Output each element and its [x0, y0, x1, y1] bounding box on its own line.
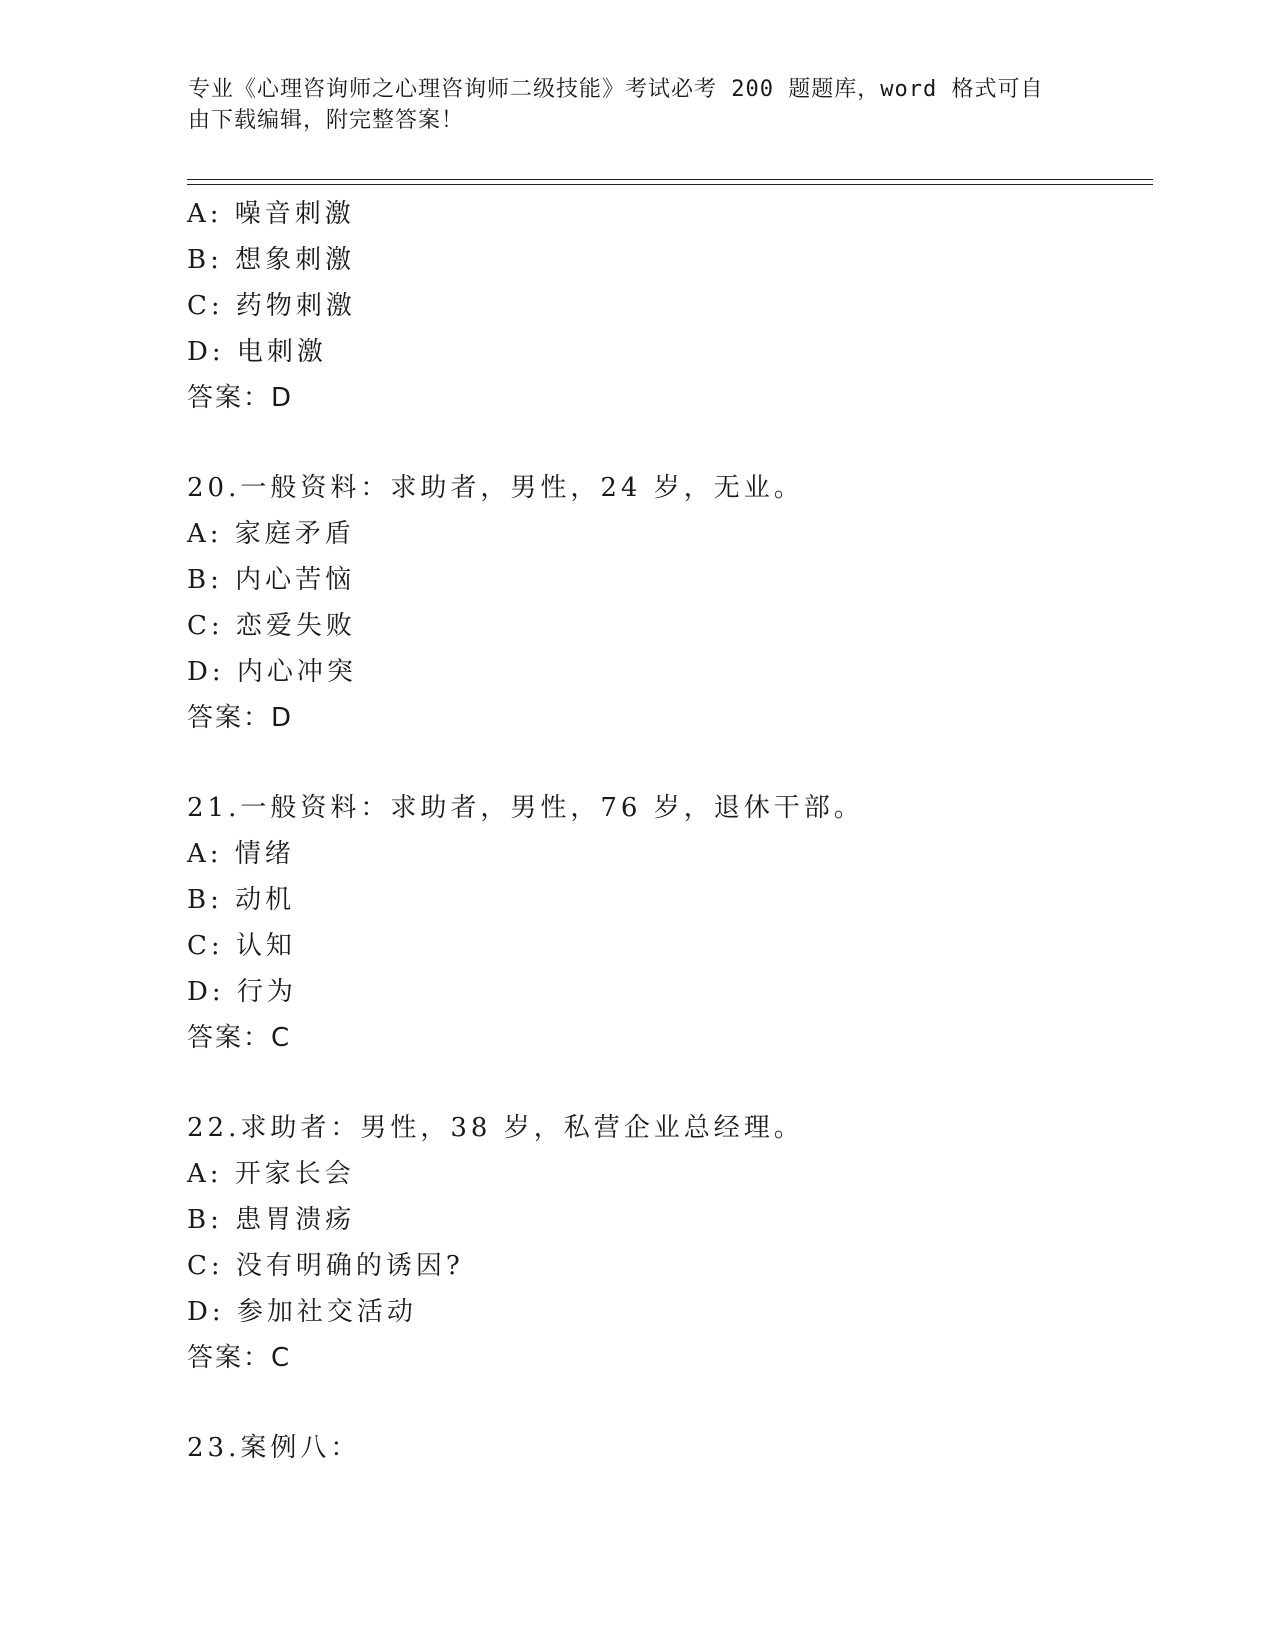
- answer-line: 答案：C: [187, 1343, 292, 1373]
- question-block: [187, 1105, 1147, 1381]
- question-block: [187, 191, 1147, 421]
- question-stem: 22.求助者：男性，38 岁，私营企业总经理。: [187, 1113, 804, 1143]
- question-stem: 23.案例八：: [187, 1433, 361, 1463]
- answer-line: 答案：D: [187, 383, 294, 413]
- question-list: [187, 191, 1147, 1471]
- header-divider-top: [187, 179, 1153, 180]
- option-b: B: 内心苦恼: [187, 565, 356, 595]
- option-c: C: 认知: [187, 931, 296, 961]
- header-divider-bottom: [187, 184, 1153, 185]
- option-c: C: 药物刺激: [187, 291, 356, 321]
- option-c: C: 没有明确的诱因?: [187, 1251, 464, 1281]
- answer-line: 答案：D: [187, 703, 294, 733]
- option-b: B: 患胃溃疡: [187, 1205, 356, 1235]
- answer-line: 答案：C: [187, 1023, 292, 1053]
- document-header: [188, 74, 1068, 136]
- option-a: A: 噪音刺激: [187, 199, 355, 229]
- option-d: D: 行为: [187, 977, 297, 1007]
- option-d: D: 参加社交活动: [187, 1297, 417, 1327]
- option-a: A: 情绪: [187, 839, 295, 869]
- option-a: A: 家庭矛盾: [187, 519, 355, 549]
- question-block: [187, 1425, 1147, 1471]
- option-b: B: 动机: [187, 885, 296, 915]
- option-d: D: 电刺激: [187, 337, 327, 367]
- option-d: D: 内心冲突: [187, 657, 357, 687]
- option-b: B: 想象刺激: [187, 245, 356, 275]
- header-line-1: 专业《心理咨询师之心理咨询师二级技能》考试必考 200 题题库，word 格式可自: [188, 77, 1044, 102]
- header-line-2: 由下载编辑，附完整答案！: [188, 108, 465, 133]
- option-c: C: 恋爱失败: [187, 611, 356, 641]
- question-block: [187, 785, 1147, 1061]
- question-stem: 21.一般资料：求助者，男性，76 岁，退休干部。: [187, 793, 864, 823]
- question-stem: 20.一般资料：求助者，男性，24 岁，无业。: [187, 473, 804, 503]
- option-a: A: 开家长会: [187, 1159, 355, 1189]
- question-block: [187, 465, 1147, 741]
